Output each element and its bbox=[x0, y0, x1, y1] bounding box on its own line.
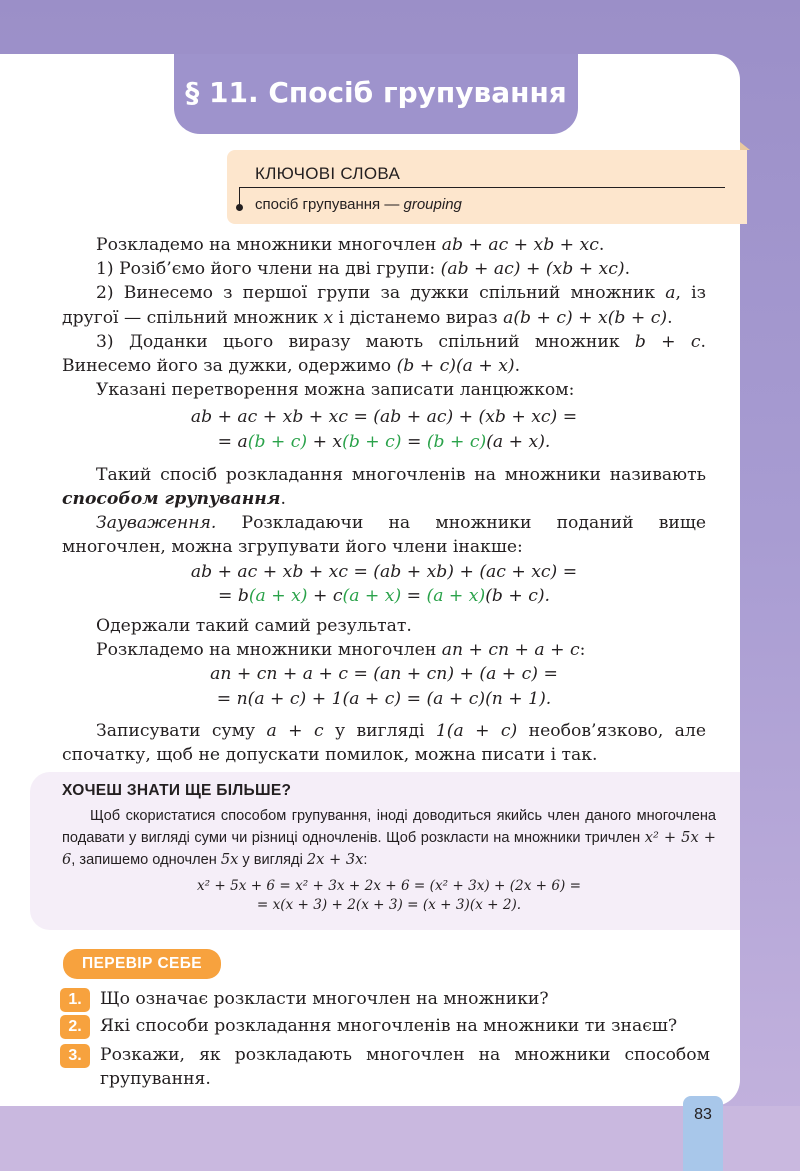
question-number: 3. bbox=[60, 1044, 90, 1068]
learn-more-formula: x² + 5x + 6 = x² + 3x + 2x + 6 = (x² + 3x) + (2x + 6) = bbox=[196, 878, 582, 894]
formula-line: ab + ac + xb + xc = (ab + ac) + (xb + xc) = bbox=[190, 407, 578, 428]
question-text: Які способи розкладання многочленів на множники ти знаєш? bbox=[100, 1016, 678, 1036]
question-item bbox=[60, 1043, 710, 1091]
learn-more-text: Щоб скористатися способом групування, іноді доводиться якийсь член даного многочлена подавати у вигляді суми чи різниці одночленів. Щоб розкласти на множники тричлен x² + 5x + 6, запишемо одночлен 5x у вигляді 2x + 3x: x² + 5x + 6 = x² + 3x + 2x + 6 = (x² + 3x) + (2x + 6) = = x(x + 3) + 2(x + 3) = (x + 3)(x + 2). bbox=[62, 808, 716, 913]
formula-line: ab + ac + xb + xc = (ab + xb) + (ac + xc) = bbox=[190, 561, 578, 582]
paragraph: 1) Розіб’ємо його члени на дві групи: (ab + ac) + (xb + xc). bbox=[96, 259, 631, 280]
bottom-band bbox=[0, 1106, 800, 1171]
keywords-heading: КЛЮЧОВІ СЛОВА bbox=[255, 164, 401, 183]
paragraph: Розкладемо на множники многочлен ab + ac + xb + xc. bbox=[96, 235, 605, 255]
paragraph: Такий спосіб розкладання многочленів на множники називають способом групування. bbox=[62, 464, 706, 510]
page-title: § 11. Спосіб групування bbox=[185, 76, 567, 109]
title-tab bbox=[174, 54, 578, 134]
keywords-box bbox=[227, 150, 747, 224]
check-yourself-badge: ПЕРЕВІР СЕБЕ bbox=[63, 949, 221, 979]
formula-line: = b(a + x) + c(a + x) = (a + x)(b + c). bbox=[217, 585, 551, 606]
formula-line: = n(a + c) + 1(a + c) = (a + c)(n + 1). bbox=[216, 688, 552, 709]
formula-line: = a(b + c) + x(b + c) = (b + c)(a + x). bbox=[217, 431, 551, 452]
page-number: 83 bbox=[683, 1096, 723, 1171]
question-item bbox=[60, 987, 710, 1011]
question-number: 1. bbox=[60, 988, 90, 1012]
bullet-dot-icon bbox=[236, 204, 243, 211]
paragraph: Розкладемо на множники многочлен an + cn + a + c: bbox=[96, 640, 586, 661]
question-text: Розкажи, як розкладають многочлен на множники способом групування. bbox=[100, 1045, 710, 1090]
keywords-connector bbox=[239, 187, 240, 205]
learn-more-title: ХОЧЕШ ЗНАТИ ЩЕ БІЛЬШЕ? bbox=[62, 782, 292, 799]
formula-line: an + cn + a + c = (an + cn) + (a + c) = bbox=[210, 664, 558, 685]
keyword-term: спосіб групування — grouping bbox=[255, 196, 462, 213]
keywords-divider bbox=[239, 187, 725, 188]
paragraph: Записувати суму a + c у вигляді 1(a + c) необов’язково, але спочатку, щоб не допускати помилок, можна писати і так. bbox=[62, 720, 707, 766]
learn-more-box bbox=[30, 772, 740, 930]
question-item bbox=[60, 1014, 710, 1038]
paragraph: Зауваження. Розкладаючи на множники поданий вище многочлен, можна згрупувати його члени інакше: bbox=[62, 513, 706, 558]
keywords-fold bbox=[740, 142, 750, 150]
paragraph: 3) Доданки цього виразу мають спільний множник b + c. Винесемо його за дужки, одержимо (b + c)(a + x). bbox=[62, 331, 706, 377]
paragraph: Указані перетворення можна записати ланцюжком: bbox=[96, 380, 575, 401]
main-text bbox=[62, 233, 706, 767]
question-text: Що означає розкласти многочлен на множники? bbox=[100, 989, 549, 1009]
question-number: 2. bbox=[60, 1015, 90, 1039]
paragraph: 2) Винесемо з першої групи за дужки спільний множник a, із другої — спільний множник x і дістанемо вираз a(b + c) + x(b + c). bbox=[62, 283, 706, 328]
learn-more-formula: = x(x + 3) + 2(x + 3) = (x + 3)(x + 2). bbox=[256, 897, 522, 913]
paragraph: Одержали такий самий результат. bbox=[96, 616, 412, 637]
